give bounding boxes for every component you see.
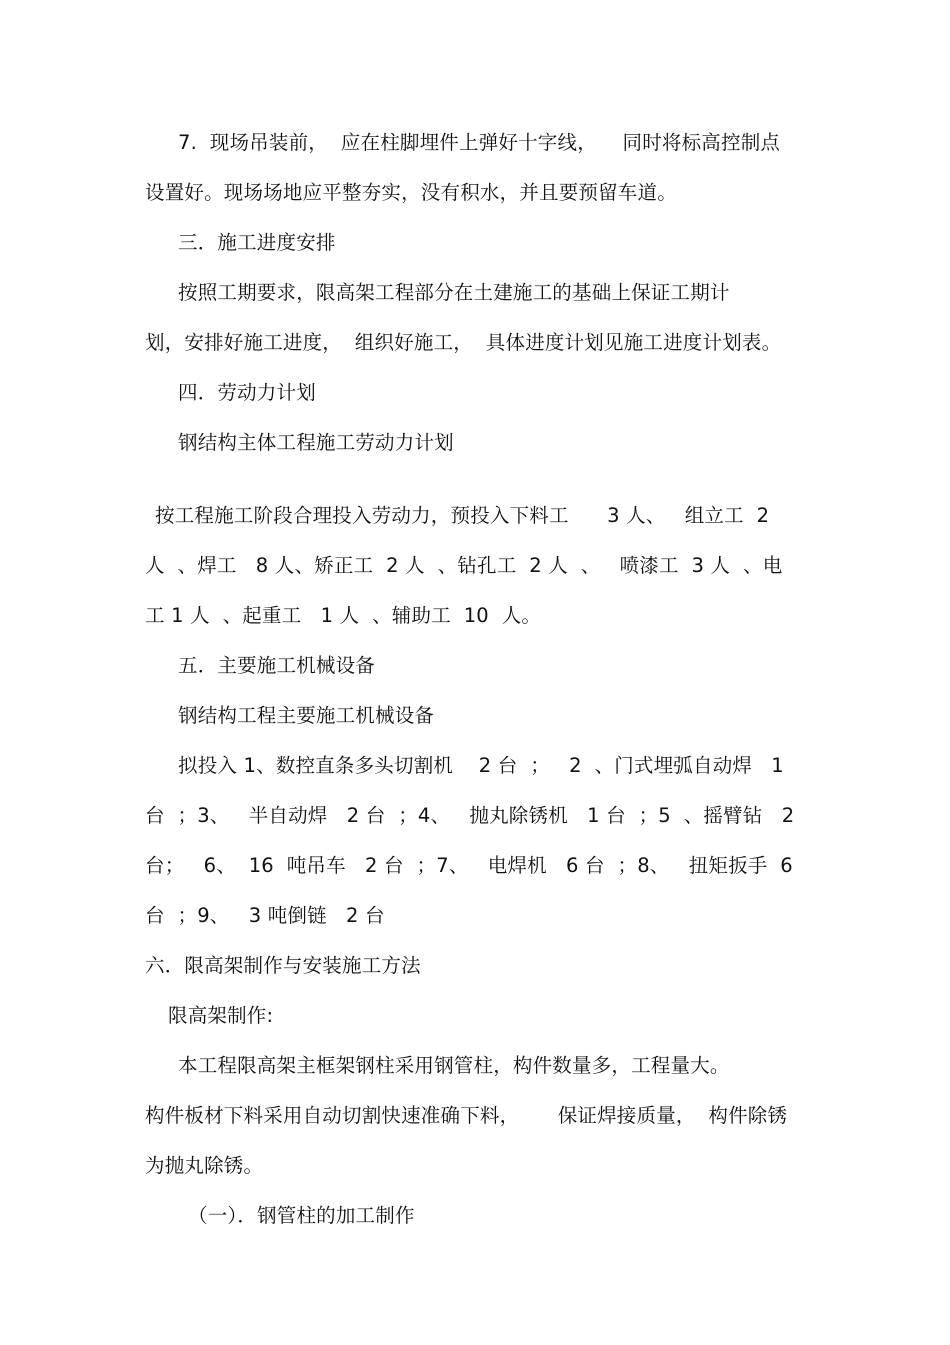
paragraph-line: 工 1 人 、起重工 1 人 、辅助工 10 人。 bbox=[145, 604, 542, 627]
paragraph-line: 划，安排好施工进度， 组织好施工， 具体进度计划见施工进度计划表。 bbox=[145, 331, 782, 354]
section-heading: 六．限高架制作与安装施工方法 bbox=[145, 954, 421, 977]
paragraph-line: 拟投入 1、数控直条多头切割机 2 台 ； 2 、门式埋弧自动焊 1 bbox=[178, 754, 784, 777]
paragraph-line: 按照工期要求，限高架工程部分在土建施工的基础上保证工期计 bbox=[178, 281, 730, 304]
paragraph-line: 为抛丸除锈。 bbox=[145, 1154, 264, 1177]
paragraph-line: 按工程施工阶段合理投入劳动力，预投入下料工 3 人、 组立工 2 bbox=[155, 504, 770, 527]
paragraph-line: 设置好。现场场地应平整夯实，没有积水，并且要预留车道。 bbox=[145, 181, 677, 204]
section-heading: 四．劳动力计划 bbox=[178, 381, 316, 404]
subsection-title: 钢结构主体工程施工劳动力计划 bbox=[178, 431, 454, 454]
paragraph-line: 本工程限高架主框架钢柱采用钢管柱，构件数量多，工程量大。 bbox=[178, 1054, 730, 1077]
paragraph-line: 人 、焊工 8 人、矫正工 2 人 、钻孔工 2 人 、 喷漆工 3 人 、电 bbox=[145, 554, 783, 577]
paragraph-line: 构件板材下料采用自动切割快速准确下料， 保证焊接质量， 构件除锈 bbox=[145, 1104, 788, 1127]
paragraph-line: 台； 6、 16 吨吊车 2 台 ；7、 电焊机 6 台 ；8、 扭矩扳手 6 bbox=[145, 854, 793, 877]
section-heading: 五．主要施工机械设备 bbox=[178, 654, 376, 677]
section-heading: 三．施工进度安排 bbox=[178, 231, 336, 254]
paragraph-line: 台 ；9、 3 吨倒链 2 台 bbox=[145, 904, 385, 927]
paragraph-line: 7. 现场吊装前， 应在柱脚埋件上弹好十字线， 同时将标高控制点 bbox=[178, 131, 781, 154]
subsection-title: 限高架制作: bbox=[168, 1004, 274, 1027]
subsection-heading: （一）．钢管柱的加工制作 bbox=[188, 1204, 415, 1227]
subsection-title: 钢结构工程主要施工机械设备 bbox=[178, 704, 435, 727]
paragraph-line: 台 ；3、 半自动焊 2 台 ；4、 抛丸除锈机 1 台 ；5 、摇臂钻 2 bbox=[145, 804, 795, 827]
